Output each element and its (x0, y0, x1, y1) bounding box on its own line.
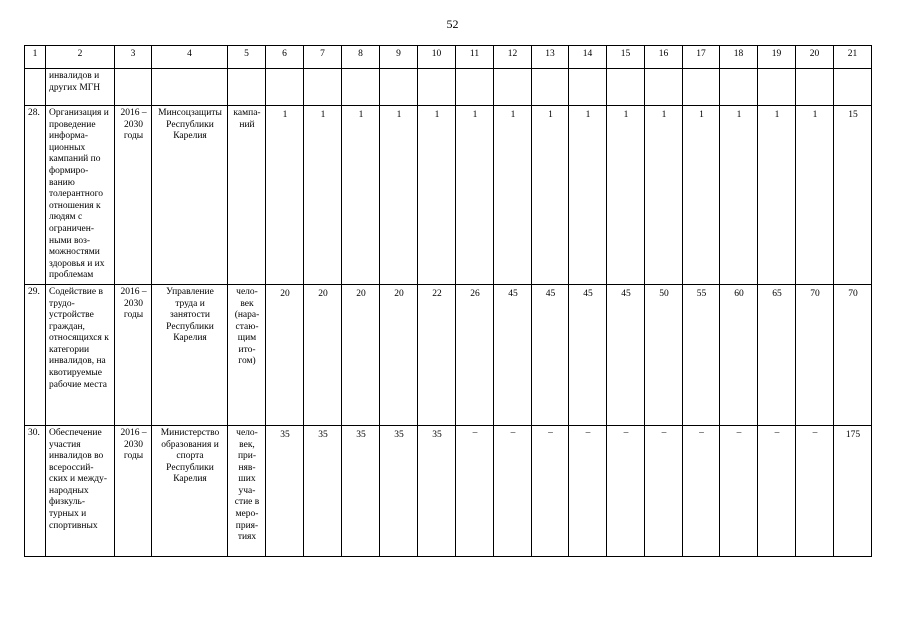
value-cell: 1 (796, 106, 834, 285)
total-cell (834, 69, 872, 106)
column-number: 15 (607, 46, 645, 69)
value-cell: 70 (796, 284, 834, 425)
value-cell: – (683, 425, 720, 556)
table-row (25, 106, 872, 285)
value-cell: – (494, 425, 532, 556)
value-cell: – (796, 425, 834, 556)
column-number: 9 (380, 46, 418, 69)
total-cell: 15 (834, 106, 872, 285)
value-cell (758, 69, 796, 106)
executor: Министерство образования и спорта Республики Карелия (152, 425, 228, 556)
column-number: 20 (796, 46, 834, 69)
measure-name: Содействие в трудо-устройстве граждан, относящихся к категории инвалидов, на квотируемые рабочие места (46, 284, 115, 425)
value-cell: 35 (342, 425, 380, 556)
value-cell: 20 (342, 284, 380, 425)
value-cell: – (569, 425, 607, 556)
value-cell: – (607, 425, 645, 556)
value-cell: 45 (607, 284, 645, 425)
column-number: 16 (645, 46, 683, 69)
measure-name: инвалидов и других МГН (46, 69, 115, 106)
table-row (25, 284, 872, 425)
value-cell: – (456, 425, 494, 556)
value-cell: 35 (304, 425, 342, 556)
row-number (25, 69, 46, 106)
column-number: 1 (25, 46, 46, 69)
value-cell (342, 69, 380, 106)
period (115, 69, 152, 106)
column-number: 3 (115, 46, 152, 69)
value-cell (683, 69, 720, 106)
value-cell (456, 69, 494, 106)
value-cell: 35 (380, 425, 418, 556)
value-cell: 50 (645, 284, 683, 425)
unit: чело-век (нара-стаю-щим ито-гом) (228, 284, 266, 425)
row-number: 29. (25, 284, 46, 425)
column-number-row (25, 46, 872, 69)
period: 2016 – 2030 годы (115, 284, 152, 425)
executor (152, 69, 228, 106)
page-number: 52 (446, 17, 459, 31)
value-cell: – (532, 425, 569, 556)
value-cell: 45 (532, 284, 569, 425)
value-cell: 26 (456, 284, 494, 425)
value-cell: 20 (266, 284, 304, 425)
row-number: 28. (25, 106, 46, 285)
unit (228, 69, 266, 106)
value-cell: 1 (380, 106, 418, 285)
table-row (25, 425, 872, 556)
column-number: 12 (494, 46, 532, 69)
value-cell: 22 (418, 284, 456, 425)
unit: кампа-ний (228, 106, 266, 285)
measure-name: Обеспечение участия инвалидов во всероссий-ских и между-народных физкуль-турных и спортивных (46, 425, 115, 556)
column-number: 18 (720, 46, 758, 69)
value-cell: 1 (342, 106, 380, 285)
executor: Минсоцзащиты Республики Карелия (152, 106, 228, 285)
value-cell: 35 (266, 425, 304, 556)
column-number: 5 (228, 46, 266, 69)
total-cell: 175 (834, 425, 872, 556)
value-cell: 1 (683, 106, 720, 285)
column-number: 13 (532, 46, 569, 69)
measure-name: Организация и проведение информа-ционных кампаний по формиро-ванию толерантного отношения к людям с ограничен-ными воз-можностями здоровья и их проблемам (46, 106, 115, 285)
column-number: 17 (683, 46, 720, 69)
value-cell: 20 (380, 284, 418, 425)
value-cell (796, 69, 834, 106)
value-cell: 1 (532, 106, 569, 285)
row-number: 30. (25, 425, 46, 556)
column-number: 21 (834, 46, 872, 69)
value-cell: 1 (607, 106, 645, 285)
column-number: 10 (418, 46, 456, 69)
value-cell: 35 (418, 425, 456, 556)
value-cell: 1 (569, 106, 607, 285)
value-cell (418, 69, 456, 106)
value-cell (532, 69, 569, 106)
value-cell: 1 (456, 106, 494, 285)
column-number: 2 (46, 46, 115, 69)
value-cell (720, 69, 758, 106)
unit: чело-век, при-няв-ших уча-стие в меро-прия-тиях (228, 425, 266, 556)
value-cell (494, 69, 532, 106)
total-cell: 70 (834, 284, 872, 425)
value-cell: 1 (645, 106, 683, 285)
value-cell: – (720, 425, 758, 556)
value-cell (607, 69, 645, 106)
value-cell: 1 (418, 106, 456, 285)
value-cell: 45 (494, 284, 532, 425)
indicators-table (24, 45, 872, 557)
value-cell: 1 (266, 106, 304, 285)
value-cell: – (645, 425, 683, 556)
value-cell: 1 (720, 106, 758, 285)
column-number: 19 (758, 46, 796, 69)
value-cell: 1 (494, 106, 532, 285)
value-cell (380, 69, 418, 106)
column-number: 4 (152, 46, 228, 69)
value-cell: 20 (304, 284, 342, 425)
value-cell (304, 69, 342, 106)
column-number: 6 (266, 46, 304, 69)
table-row (25, 69, 872, 106)
column-number: 8 (342, 46, 380, 69)
period: 2016 – 2030 годы (115, 425, 152, 556)
column-number: 14 (569, 46, 607, 69)
value-cell: 1 (304, 106, 342, 285)
value-cell (645, 69, 683, 106)
value-cell: 45 (569, 284, 607, 425)
column-number: 11 (456, 46, 494, 69)
value-cell: – (758, 425, 796, 556)
value-cell: 55 (683, 284, 720, 425)
value-cell: 65 (758, 284, 796, 425)
value-cell: 1 (758, 106, 796, 285)
column-number: 7 (304, 46, 342, 69)
executor: Управление труда и занятости Республики Карелия (152, 284, 228, 425)
period: 2016 – 2030 годы (115, 106, 152, 285)
value-cell (266, 69, 304, 106)
value-cell: 60 (720, 284, 758, 425)
value-cell (569, 69, 607, 106)
